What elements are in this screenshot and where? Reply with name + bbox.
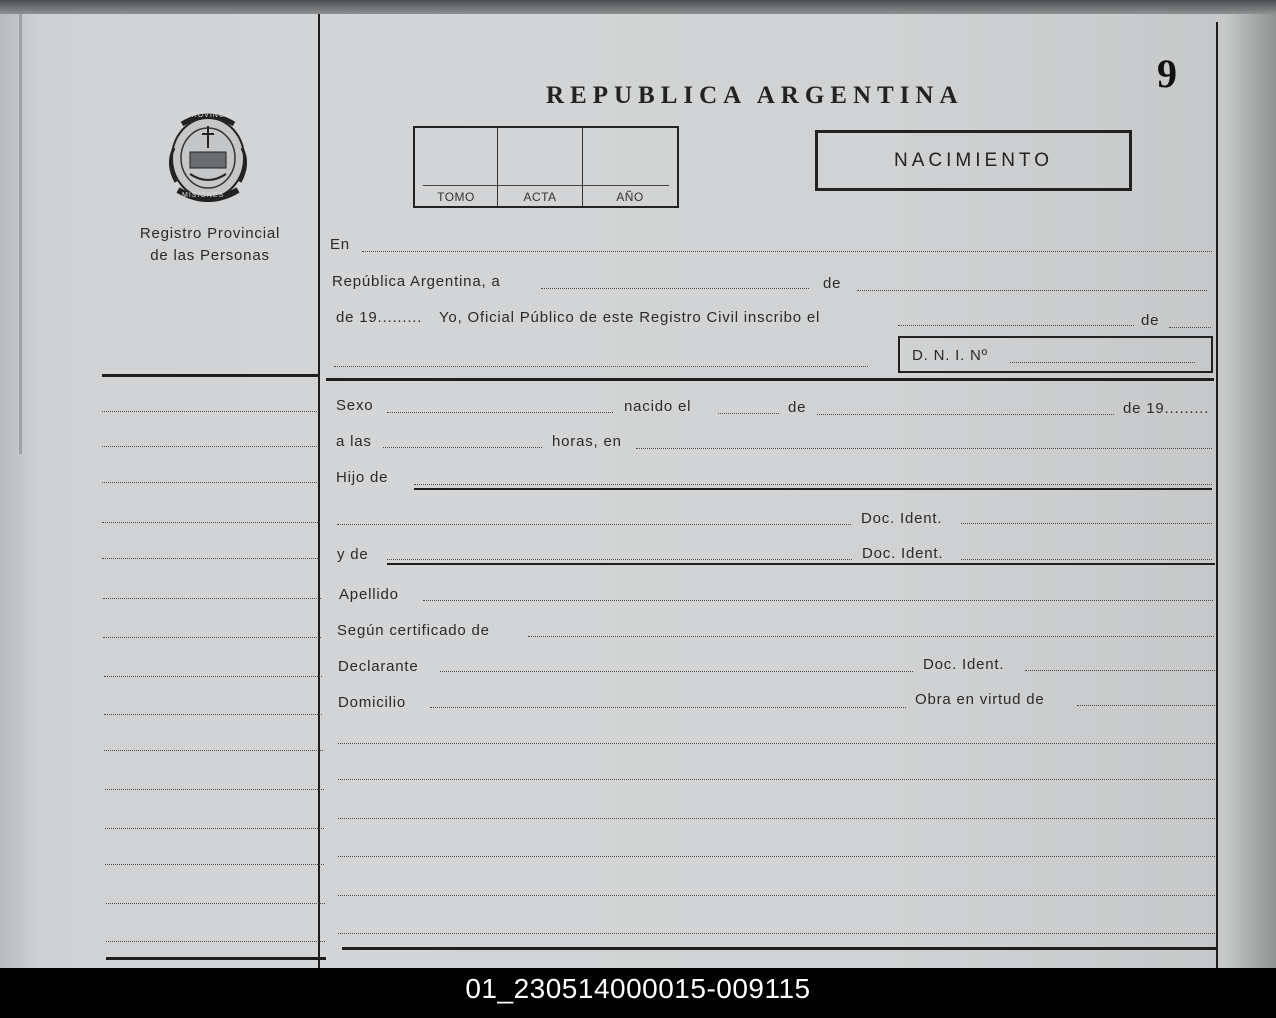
anio-label: AÑO <box>616 190 644 204</box>
margin-note-line[interactable] <box>102 411 319 412</box>
field-nacido-dia[interactable] <box>718 413 779 414</box>
margin-note-line[interactable] <box>105 828 324 829</box>
margin-note-line[interactable] <box>104 750 323 751</box>
note-line[interactable] <box>338 818 1215 819</box>
note-line[interactable] <box>338 856 1215 857</box>
label-alas: a las <box>336 433 372 450</box>
index-box-divider <box>423 185 669 186</box>
label-yo: Yo, Oficial Público de este Registro Civil inscribo el <box>439 309 821 326</box>
label-de-b: de <box>1141 312 1160 329</box>
section-rule-top <box>326 378 1214 381</box>
label-hijo: Hijo de <box>336 469 389 486</box>
note-line[interactable] <box>338 743 1215 744</box>
field-domicilio[interactable] <box>430 707 906 708</box>
page-number: 9 <box>1157 51 1177 96</box>
label-republica: República Argentina, a <box>332 273 501 290</box>
margin-note-line[interactable] <box>105 789 324 790</box>
index-box <box>413 126 679 208</box>
margin-rule-top <box>102 374 319 377</box>
label-en: En <box>330 236 350 253</box>
field-docident-2[interactable] <box>961 559 1212 560</box>
margin-note-line[interactable] <box>102 446 319 447</box>
section-rule-bottom <box>342 947 1218 950</box>
label-declarante: Declarante <box>338 658 419 675</box>
scan-id-footer: 01_230514000015-009115 <box>0 968 1276 1018</box>
field-nacido-mes[interactable] <box>817 414 1114 415</box>
field-padre-extra[interactable] <box>337 524 851 525</box>
field-inscribo[interactable] <box>898 325 1134 326</box>
margin-note-line[interactable] <box>103 598 321 599</box>
scan-top-edge <box>0 0 1276 14</box>
form-type-box: NACIMIENTO <box>815 130 1132 191</box>
margin-note-line[interactable] <box>104 676 322 677</box>
madre-rule <box>387 563 1215 565</box>
note-line[interactable] <box>338 895 1215 896</box>
field-en[interactable] <box>362 251 1212 252</box>
field-dni[interactable] <box>1010 362 1195 363</box>
padre-rule <box>414 488 1212 490</box>
margin-note-line[interactable] <box>106 941 325 942</box>
margin-note-line[interactable] <box>106 903 325 904</box>
field-inscribo-month[interactable] <box>1169 327 1211 328</box>
field-name[interactable] <box>334 366 868 367</box>
label-docident-1: Doc. Ident. <box>861 510 943 527</box>
label-de-c: de <box>788 399 807 416</box>
field-month[interactable] <box>857 290 1207 291</box>
margin-note-line[interactable] <box>104 714 322 715</box>
label-docident-2: Doc. Ident. <box>862 545 944 562</box>
note-line[interactable] <box>338 933 1215 934</box>
label-nacido: nacido el <box>624 398 692 415</box>
label-sexo: Sexo <box>336 397 374 414</box>
field-padre[interactable] <box>414 484 1212 485</box>
margin-divider <box>318 14 320 968</box>
label-de-a: de <box>823 275 842 292</box>
label-de19: de 19......... <box>336 309 423 326</box>
registry-line-1: Registro Provincial <box>139 225 281 242</box>
right-border <box>1216 22 1218 968</box>
tomo-label: TOMO <box>437 190 475 204</box>
margin-note-line[interactable] <box>102 522 320 523</box>
seal-text-top: PROVINCIA <box>186 112 234 119</box>
label-docident-3: Doc. Ident. <box>923 656 1005 673</box>
field-certificado[interactable] <box>528 636 1214 637</box>
label-de19b: de 19......... <box>1123 400 1210 417</box>
field-sexo[interactable] <box>387 412 613 413</box>
seal-text-bottom: MISIONES <box>182 192 225 199</box>
field-lugar[interactable] <box>636 448 1212 449</box>
registry-line-2: de las Personas <box>150 247 270 264</box>
margin-note-line[interactable] <box>103 637 321 638</box>
label-apellido: Apellido <box>339 586 399 603</box>
label-segun: Según certificado de <box>337 622 490 639</box>
margin-note-line[interactable] <box>105 864 324 865</box>
margin-rule-bottom <box>106 957 326 960</box>
label-horas: horas, en <box>552 433 622 450</box>
page-title: REPUBLICA ARGENTINA <box>546 82 964 109</box>
field-day[interactable] <box>541 288 809 289</box>
field-hora[interactable] <box>383 447 542 448</box>
field-docident-1[interactable] <box>961 523 1212 524</box>
label-domicilio: Domicilio <box>338 694 407 711</box>
registry-name <box>110 223 310 267</box>
field-apellido[interactable] <box>423 600 1213 601</box>
label-yde: y de <box>337 546 369 563</box>
note-line[interactable] <box>338 779 1215 780</box>
margin-note-line[interactable] <box>102 482 319 483</box>
label-dni: D. N. I. Nº <box>912 347 988 364</box>
field-madre[interactable] <box>387 559 852 560</box>
field-docident-3[interactable] <box>1025 670 1215 671</box>
field-declarante[interactable] <box>440 671 913 672</box>
fold-line <box>19 14 22 454</box>
label-obra: Obra en virtud de <box>915 691 1045 708</box>
field-obra[interactable] <box>1077 705 1215 706</box>
acta-label: ACTA <box>523 190 557 204</box>
margin-note-line[interactable] <box>102 558 320 559</box>
